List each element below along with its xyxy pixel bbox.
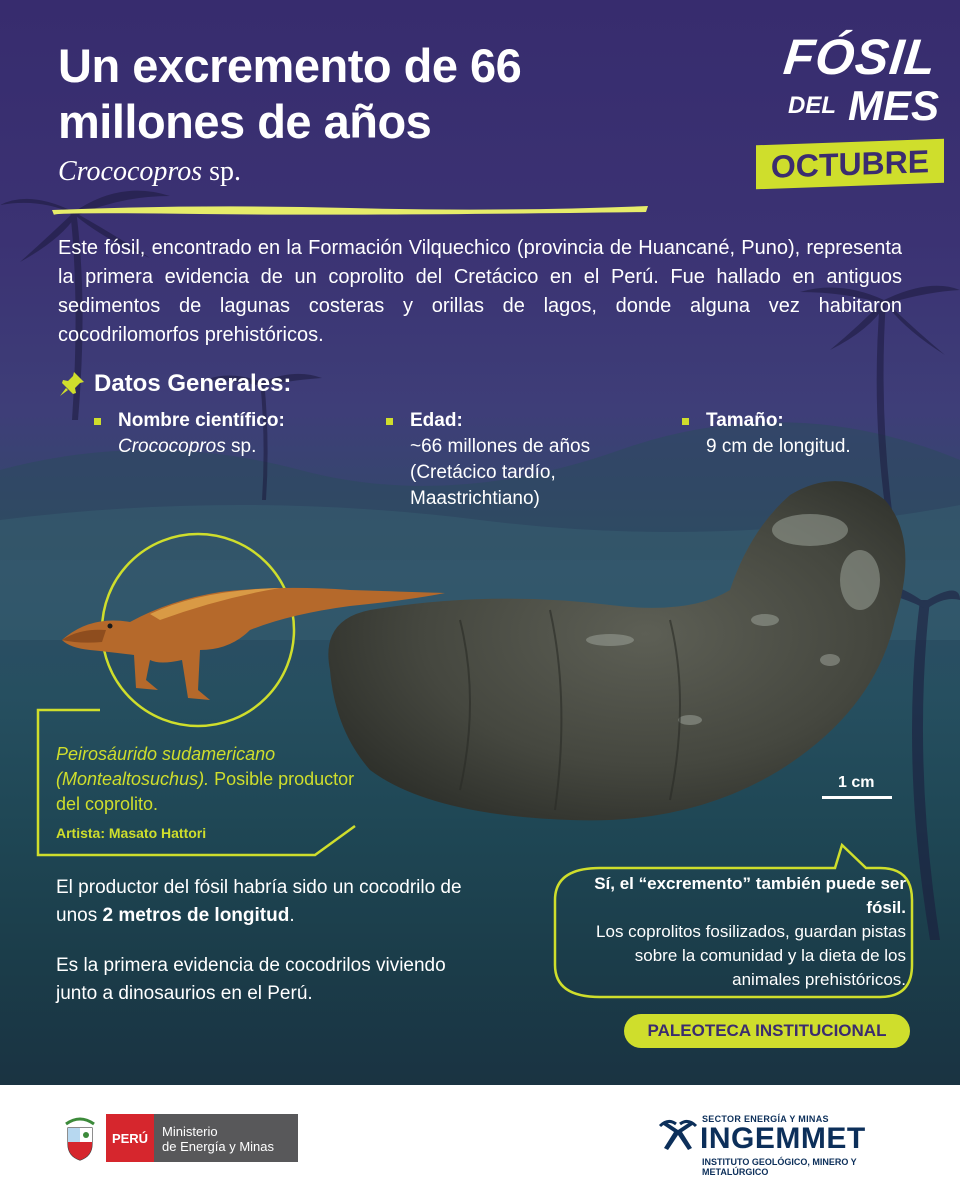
scale-label: 1 cm: [838, 774, 875, 791]
ingemmet-sector: SECTOR ENERGÍA Y MINAS: [702, 1114, 829, 1124]
badge-line-del: DEL: [788, 92, 836, 119]
ministry-logo: [58, 1112, 298, 1164]
fact-1-bold: 2 metros de longitud: [102, 905, 290, 926]
ingemmet-fullname: INSTITUTO GEOLÓGICO, MINERO Y METALÚRGICO: [702, 1157, 857, 1177]
speech-bubble-text: [572, 872, 906, 992]
caption-artist: Artista: Masato Hattori: [56, 825, 207, 841]
dato-label: Tamaño:: [706, 410, 784, 431]
crocodile-illustration: [50, 530, 450, 730]
dato-value-rest: sp.: [225, 436, 257, 457]
dato-value-italic: Crococopros: [118, 436, 226, 457]
fact-paragraph-2: Es la primera evidencia de cocodrilos viviendo junto a dinosaurios en el Perú.: [56, 955, 446, 1004]
peru-coat-of-arms-icon: [58, 1112, 102, 1164]
caption-species: Peirosáurido sudamericano (Montealtosuchus).: [56, 744, 276, 789]
dato-value: 9 cm de longitud.: [706, 436, 851, 457]
ministry-line-2: de Energía y Minas: [162, 1139, 275, 1154]
paleoteca-badge: PALEOTECA INSTITUCIONAL: [624, 1014, 910, 1048]
ministry-name: [154, 1114, 298, 1162]
badge-line-mes: MES: [848, 82, 940, 129]
dato-label: Edad:: [410, 410, 463, 431]
caption-rest: Posible productor del coprolito.: [56, 769, 355, 814]
bottom-facts: [56, 874, 476, 1008]
crocodile-caption: [56, 742, 356, 846]
crossed-pickaxes-icon: [658, 1118, 698, 1154]
badge-month: OCTUBRE: [756, 139, 944, 190]
subtitle-genus: Crococopros: [58, 156, 203, 187]
bubble-rest: Los coprolitos fosilizados, guardan pistas sobre la comunidad y la dieta de los animales prehistóricos.: [596, 922, 906, 989]
ingemmet-logo: [658, 1112, 908, 1177]
ministry-line-1: Ministerio: [162, 1124, 218, 1139]
ingemmet-name: INGEMMET: [700, 1122, 866, 1155]
intro-paragraph: Este fósil, encontrado en la Formación Vilquechico (provincia de Huancané, Puno), representa la primera evidencia de un coprolito del Cretácico en el Perú. Fue hallado en antiguos sedimentos de lagunas costeras y orillas de lagos, donde alguna vez habitaron cocodrilomorfos prehistóricos.: [58, 237, 902, 346]
fact-1-end: .: [289, 905, 295, 926]
fact-paragraph-1: [56, 874, 476, 930]
section-heading-text: Datos Generales:: [94, 370, 292, 397]
subtitle-suffix: sp.: [202, 156, 242, 187]
peru-label: PERÚ: [106, 1114, 154, 1162]
badge-line-fosil: FÓSIL: [781, 29, 940, 85]
page-title: Un excremento de 66 millones de años: [58, 39, 522, 148]
bubble-bold: Sí, el “excremento” también puede ser fósil.: [594, 874, 906, 917]
dato-value: ~66 millones de años (Cretácico tardío, Maastrichtiano): [410, 436, 591, 509]
fact-1-text: El productor del fósil habría sido un cocodrilo de unos: [56, 877, 462, 926]
dato-label: Nombre científico:: [118, 410, 285, 431]
